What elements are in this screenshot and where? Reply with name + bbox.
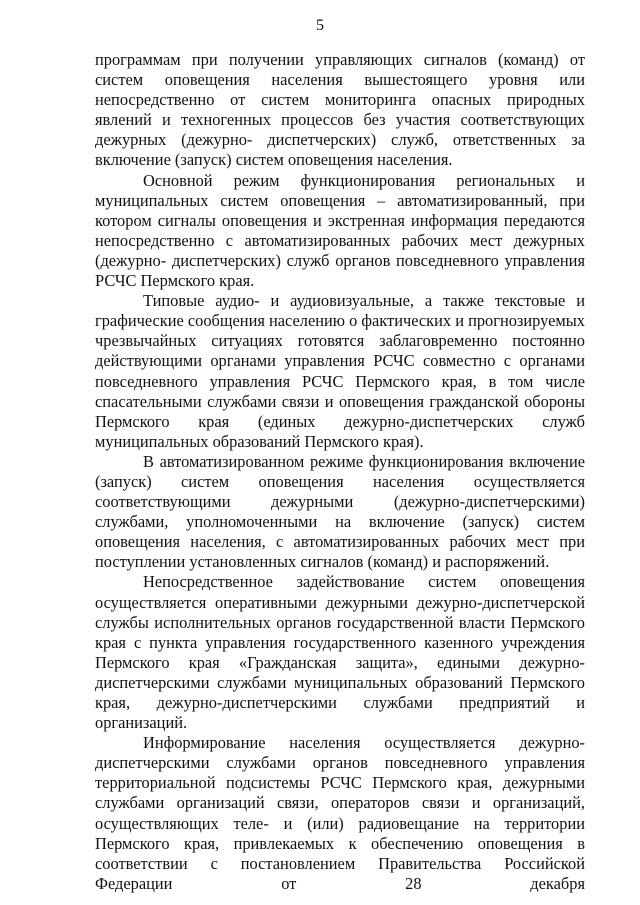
text-line: с пункта управления государственного казенного учреждения Пермского xyxy=(95,632,585,672)
text-line: от систем мониторинга опасных природных явлений и техногенных xyxy=(95,90,585,130)
text-line: осуществляется оперативными дежурными дежурно-диспетчерской xyxy=(95,592,585,612)
paragraph-4 xyxy=(95,452,585,573)
text-line: диспетчерскими службами органов повседневного управления xyxy=(95,753,585,773)
text-line: программам при получении управляющих сигналов (команд) от систем xyxy=(95,50,585,90)
paragraph-6 xyxy=(95,733,585,894)
paragraph-5 xyxy=(95,572,585,733)
text-line: Непосредственное задействование систем оповещения xyxy=(143,572,585,592)
text-line: действующими органами управления РСЧС совместно с органами xyxy=(95,351,585,371)
text-line: (запуск) систем оповещения населения осуществляется соответствующими xyxy=(95,471,585,512)
text-line: с постановлением Правительства Российской Федерации от 28 декабря xyxy=(95,853,585,893)
text-line: края, привлекаемых к обеспечению оповещения в соответствии xyxy=(95,833,585,873)
text-line: муниципальных образований Пермского края, дежурно-диспетчерскими xyxy=(95,672,585,712)
text-line: территориальной подсистемы РСЧС Пермского края, дежурными xyxy=(95,773,585,793)
text-line: В автоматизированном режиме функционирования включение xyxy=(143,451,585,471)
text-line: на включение (запуск) систем оповещения населения, xyxy=(95,512,585,552)
text-line: сигналов (команд) и распоряжений. xyxy=(300,552,550,572)
text-line: сигналы оповещения и экстренная информация передаются xyxy=(157,210,585,230)
text-line: края «Гражданская защита», едиными дежурно-диспетчерскими службами xyxy=(95,652,585,692)
text-line: службами организаций связи, операторов связи и организаций, xyxy=(95,793,585,813)
text-line: спасательными службами связи и оповещения гражданской обороны xyxy=(95,391,585,411)
text-line: Пермского края. xyxy=(140,271,255,291)
paragraph-1 xyxy=(95,50,585,171)
text-line: диспетчерских) служб, ответственных за включение (запуск) систем xyxy=(95,130,585,170)
text-line: службы исполнительных органов государственной власти Пермского края xyxy=(95,612,585,652)
text-line: чрезвычайных ситуациях готовятся заблаговременно постоянно xyxy=(95,331,585,351)
text-line: с автоматизированных рабочих мест при поступлении установленных xyxy=(95,532,585,572)
text-line: оповещения населения. xyxy=(287,150,453,170)
text-line: дежурными (дежурно-диспетчерскими) службами, уполномоченными xyxy=(95,492,585,532)
text-line: Типовые аудио- и аудиовизуальные, а также текстовые xyxy=(143,291,566,311)
text-line: образований Пермского края). xyxy=(212,431,424,451)
text-line: и муниципальных систем оповещения – автоматизированный, при котором xyxy=(95,170,585,230)
document-body xyxy=(95,50,585,894)
text-line: диспетчерских) служб органов повседневного управления РСЧС xyxy=(95,250,585,291)
text-line: Основной режим функционирования региональных xyxy=(143,170,556,190)
paragraph-3 xyxy=(95,291,585,452)
text-line: и графические сообщения населению о фактических и прогнозируемых xyxy=(95,291,585,331)
text-line: повседневного управления РСЧС Пермского края, в том числе xyxy=(95,371,585,391)
paragraph-2 xyxy=(95,171,585,292)
text-line: Пермского края (единых дежурно-диспетчерских служб муниципальных xyxy=(95,411,585,451)
page-number: 5 xyxy=(316,17,324,34)
text-line: оповещения населения вышестоящего уровня или непосредственно xyxy=(95,70,585,110)
text-line: непосредственно с автоматизированных рабочих мест дежурных (дежурно- xyxy=(95,230,585,270)
text-line: процессов без участия соответствующих дежурных (дежурно- xyxy=(95,110,585,150)
text-line: Информирование населения осуществляется дежурно- xyxy=(143,733,585,753)
text-line: службами предприятий и организаций. xyxy=(95,693,585,733)
text-line: осуществляющих теле- и (или) радиовещание на территории Пермского xyxy=(95,813,585,853)
